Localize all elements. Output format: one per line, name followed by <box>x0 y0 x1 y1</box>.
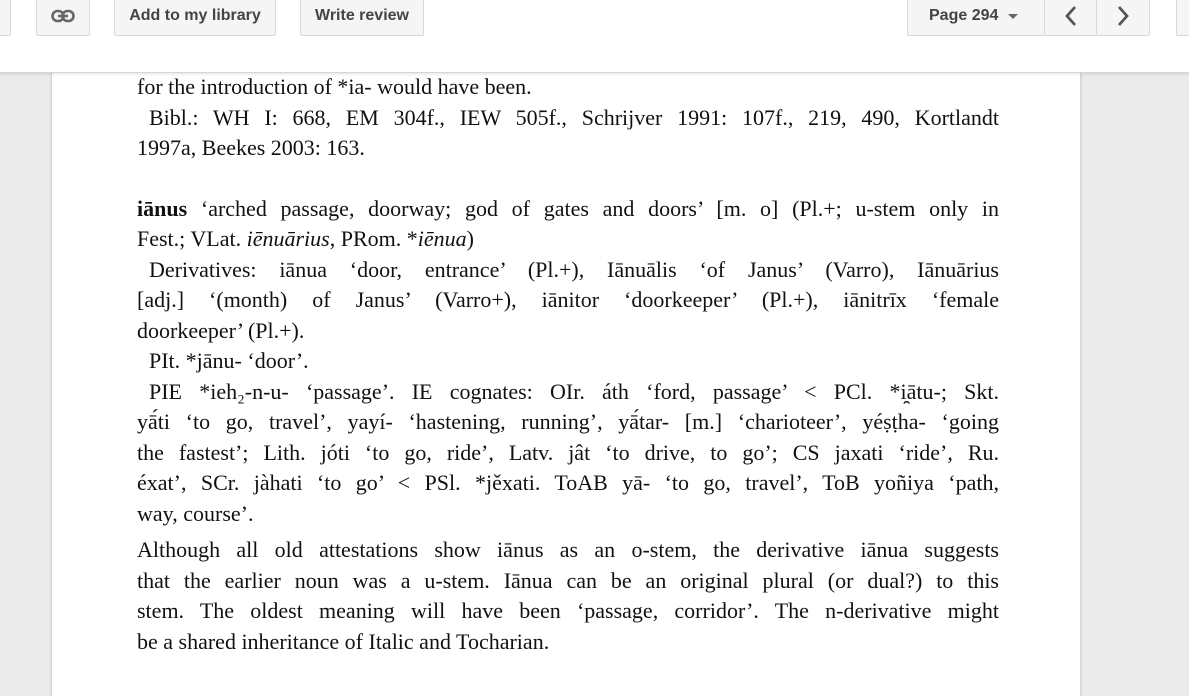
entry-gloss: ‘arched passage, doorway; god of gates and doors’ [m. o] (Pl.+; u-stem only in <box>200 195 1000 221</box>
bibliography-line: 1997a, Beekes 2003: 163. <box>137 135 365 160</box>
pie-line: PIE *ieh₂-n-u- ‘passage’. IE cognates: OIr. áth ‘ford, passage’ < PCl. *i̯ātu-; Skt. <box>149 378 999 404</box>
entry-form: iēnuārius <box>246 226 330 251</box>
write-review-button[interactable]: Write review <box>300 0 424 36</box>
page-selector-label: Page 294 <box>929 7 999 24</box>
left-edge-button[interactable] <box>0 0 11 36</box>
discussion-line: be a shared inheritance of Italic and Tocharian. <box>137 628 550 654</box>
link-button[interactable] <box>36 0 90 36</box>
derivatives-line: doorkeeper’ (Pl.+). <box>137 317 305 343</box>
previous-page-button[interactable] <box>1044 0 1097 36</box>
derivatives-line: Derivatives: iānua ‘door, entrance’ (Pl.+), Iānuālis ‘of Janus’ (Varro), Iānuārius <box>149 256 999 282</box>
link-icon <box>51 9 75 23</box>
chevron-down-icon <box>1008 14 1018 19</box>
next-page-button[interactable] <box>1096 0 1150 36</box>
entry-text: ) <box>466 226 474 251</box>
text-line: for the introduction of *ia- would have been. <box>137 74 532 99</box>
add-to-library-button[interactable]: Add to my library <box>114 0 276 36</box>
pie-line: éxat’, SCr. jàhati ‘to go’ < PSl. *jěxati. ToAB yā- ‘to go, travel’, ToB yoñiya ‘path, <box>137 470 999 495</box>
toolbar <box>0 0 1189 73</box>
discussion-line: Although all old attestations show iānus as an o-stem, the derivative iānua suggests <box>137 537 999 562</box>
right-edge-button[interactable] <box>1176 0 1189 36</box>
pie-line: yā́ti ‘to go, travel’, yayí- ‘hastening, running’, yā́tar- [m.] ‘charioteer’, yéṣṭha- ‘going <box>137 409 999 434</box>
bibliography-line: Bibl.: WH I: 668, EM 304f., IEW 505f., Schrijver 1991: 107f., 219, 490, Kortlandt <box>149 104 999 130</box>
discussion-line: that the earlier noun was a u-stem. Iānua can be an original plural (or dual?) to this <box>137 567 999 593</box>
chevron-right-icon <box>1116 5 1130 27</box>
pie-line: the fastest’; Lith. jóti ‘to go, ride’, Latv. jât ‘to drive, to go’; CS jaxati ‘ride’, Ru. <box>137 439 999 465</box>
entry-headword: iānus <box>137 195 188 221</box>
proto-italic-line: PIt. *jānu- ‘door’. <box>149 348 309 373</box>
derivatives-line: [adj.] ‘(month) of Janus’ (Varro+), iānitor ‘doorkeeper’ (Pl.+), iānitrīx ‘female <box>137 287 999 312</box>
entry-text: , PRom. * <box>329 226 418 251</box>
entry-text: Fest.; VLat. <box>137 226 247 251</box>
page-text <box>137 72 999 657</box>
entry-heading-line <box>137 194 999 225</box>
entry-form: iēnua <box>417 226 467 251</box>
discussion-line: stem. The oldest meaning will have been ‘passage, corridor’. The n-derivative might <box>137 598 999 623</box>
pie-line: way, course’. <box>137 500 254 526</box>
entry-line <box>137 224 999 255</box>
page-selector[interactable] <box>907 0 1045 36</box>
chevron-left-icon <box>1064 5 1078 27</box>
